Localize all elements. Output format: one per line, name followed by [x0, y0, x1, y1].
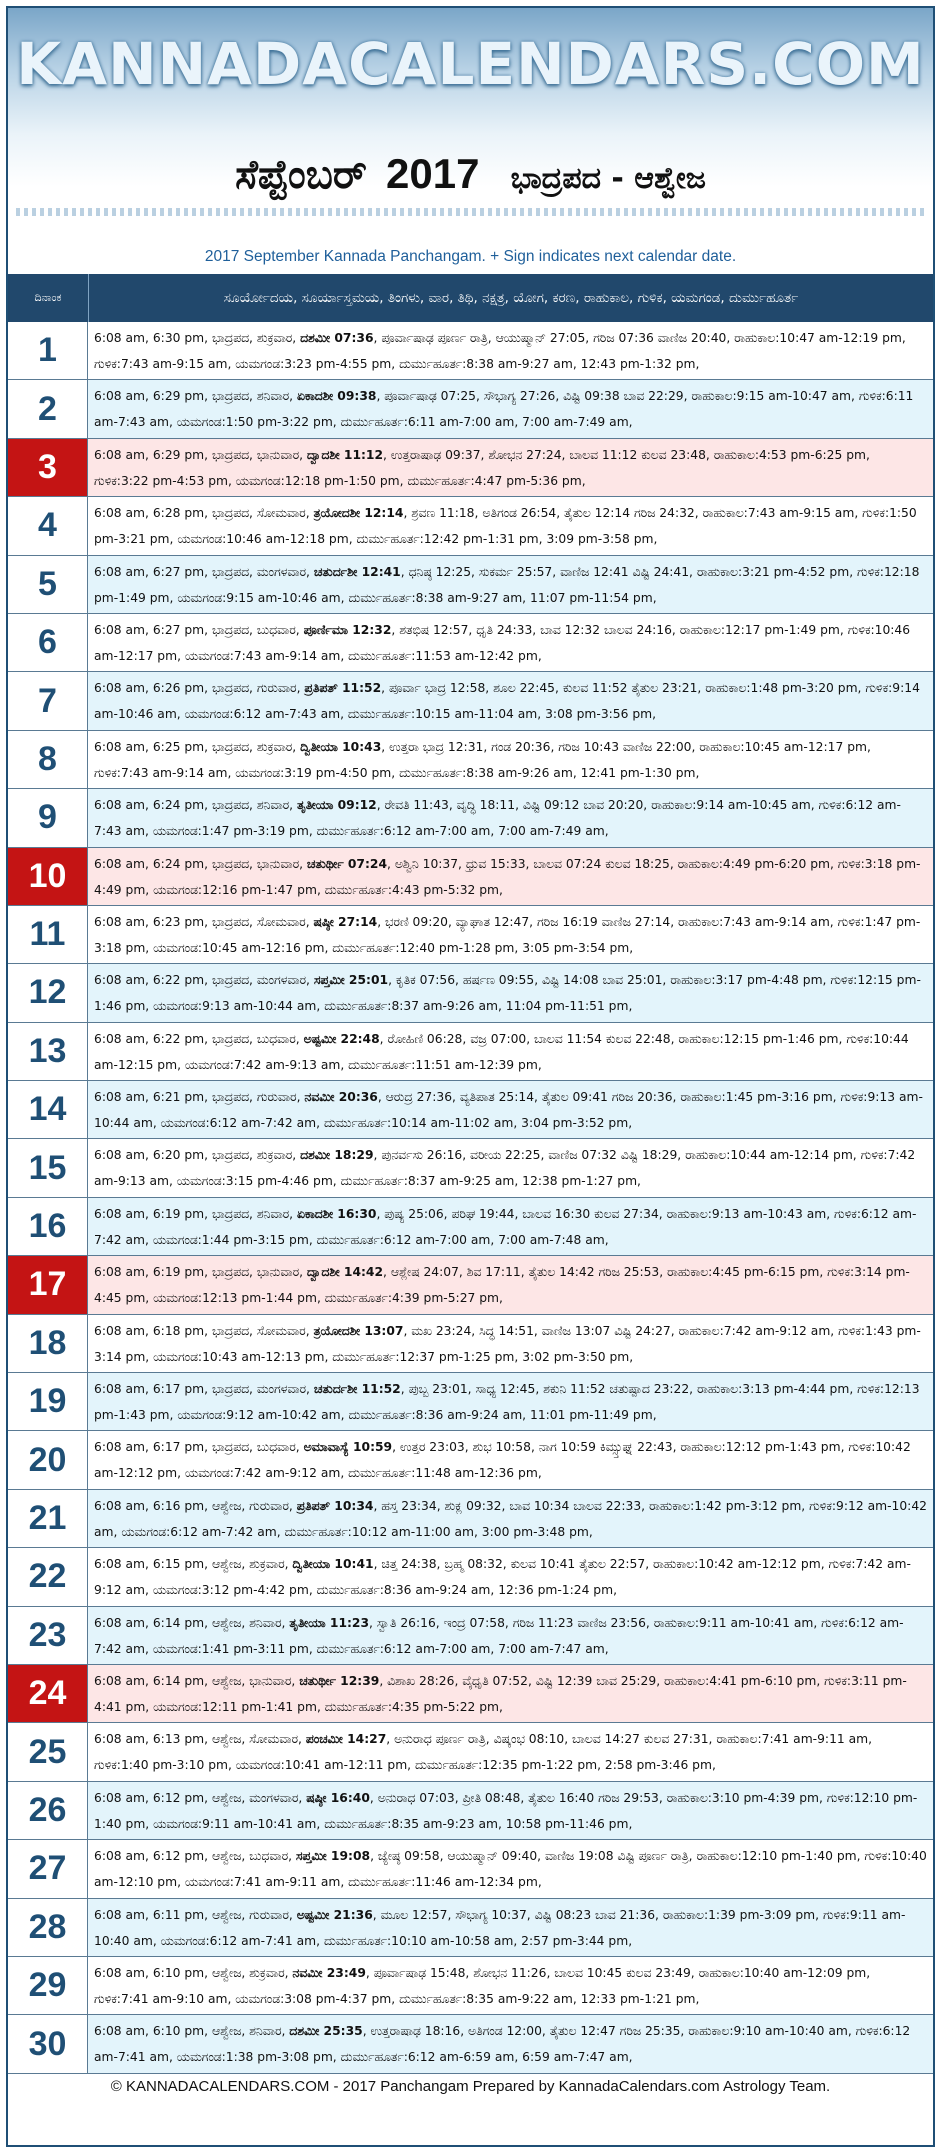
panchang-details [88, 1607, 933, 1664]
day-row [8, 2015, 933, 2073]
tithi: ದ್ವಾದಶೀ 14:42 [306, 1265, 384, 1280]
nakshatra-yoga-timings: , ಅನುರಾಧ 07:03, ಪ್ರೀತಿ 08:48, ತೈತುಲ 16:40 ಗರಿಜ 29:53, ರಾಹುಕಾಲ:3:10 pm-4:39 pm, ಗುಳಿಕ:12:10 pm-1:40 pm, ಯಮಗಂಡ:9:11 am-10:41 am, ದುರ್ಮುಹೂರ್ತ:8:35 am-9:23 am, 10:58 pm-11:46 pm, [94, 1790, 918, 1831]
tithi: ಏಕಾದಶೀ 16:30 [296, 1206, 377, 1221]
day-row [8, 439, 933, 497]
nakshatra-yoga-timings: , ಪೂರ್ವಾಷಾಢ ಪೂರ್ಣ ರಾತ್ರಿ, ಆಯುಷ್ಮಾನ್ 27:05, ಗರಿಜ 07:36 ವಾಣಿಜ 20:40, ರಾಹುಕಾಲ:10:47 am-12:19 pm, ಗುಳಿಕ:7:43 am-9:15 am, ಯಮಗಂಡ:3:23 pm-4:55 pm, ದುರ್ಮುಹೂರ್ತ:8:38 am-9:27 am, 12:43 pm-1:32 pm, [94, 331, 906, 371]
nakshatra-yoga-timings: , ಉತ್ತರ 23:03, ಶುಭ 10:58, ನಾಗ 10:59 ಕಿಮ್ಸ್ತುಘ್ನ 22:43, ರಾಹುಕಾಲ:12:12 pm-1:43 pm, ಗುಳಿಕ:10:42 am-12:12 pm, ಯಮಗಂಡ:7:42 am-9:12 am, ದುರ್ಮುಹೂರ್ತ:11:48 am-12:36 pm, [94, 1440, 911, 1481]
day-row [8, 380, 933, 438]
day-rows [8, 322, 933, 2074]
sun-times-weekday: 6:08 am, 6:10 pm, ಆಶ್ವೇಜ, ಶನಿವಾರ, [94, 2024, 290, 2039]
panchang-details [88, 731, 933, 788]
tithi: ಚತುರ್ಥೀ 12:39 [299, 1673, 380, 1688]
sun-times-weekday: 6:08 am, 6:14 pm, ಆಶ್ವೇಜ, ಭಾನುವಾರ, [94, 1673, 300, 1688]
sun-times-weekday: 6:08 am, 6:20 pm, ಭಾದ್ರಪದ, ಶುಕ್ರವಾರ, [94, 1148, 301, 1163]
tithi: ದಶಮೀ 18:29 [300, 1148, 374, 1163]
month-year: 2017 [386, 150, 480, 197]
panchang-details [88, 1315, 933, 1372]
day-number: 16 [8, 1198, 88, 1255]
table-header [8, 274, 933, 322]
calendar-frame [6, 6, 935, 2147]
panchang-details [88, 439, 933, 496]
nakshatra-yoga-timings: , ಶತಭಿಷ 12:57, ಧೃತಿ 24:33, ಬಾವ 12:32 ಬಾಲವ 24:16, ರಾಹುಕಾಲ:12:17 pm-1:49 pm, ಗುಳಿಕ:10:46 am-12:17 pm, ಯಮಗಂಡ:7:43 am-9:14 am, ದುರ್ಮುಹೂರ್ತ:11:53 am-12:42 pm, [94, 622, 911, 663]
nakshatra-yoga-timings: , ಧನಿಷ್ಠ 12:25, ಸುಕರ್ಮ 25:57, ವಾಣಿಜ 12:41 ವಿಷ್ಟಿ 24:41, ರಾಹುಕಾಲ:3:21 pm-4:52 pm, ಗುಳಿಕ:12:18 pm-1:49 pm, ಯಮಗಂಡ:9:15 am-10:46 am, ದುರ್ಮುಹೂರ್ತ:8:38 am-9:27 am, 11:07 pm-11:54 pm, [94, 564, 920, 605]
panchang-details [88, 1490, 933, 1547]
hindu-months: ಭಾದ್ರಪದ - ಆಶ್ವೇಜ [510, 161, 706, 196]
panchang-details [88, 848, 933, 905]
sun-times-weekday: 6:08 am, 6:19 pm, ಭಾದ್ರಪದ, ಭಾನುವಾರ, [94, 1265, 307, 1280]
sun-times-weekday: 6:08 am, 6:22 pm, ಭಾದ್ರಪದ, ಬುಧವಾರ, [94, 1031, 304, 1046]
nakshatra-yoga-timings: , ಪುಷ್ಯ 25:06, ಪರಿಘ 19:44, ಬಾಲವ 16:30 ಕುಲವ 27:34, ರಾಹುಕಾಲ:9:13 am-10:43 am, ಗುಳಿಕ:6:12 am-7:42 am, ಯಮಗಂಡ:1:44 pm-3:15 pm, ದುರ್ಮುಹೂರ್ತ:6:12 am-7:00 am, 7:00 am-7:48 am, [94, 1206, 917, 1247]
sun-times-weekday: 6:08 am, 6:24 pm, ಭಾದ್ರಪದ, ಭಾನುವಾರ, [94, 856, 307, 871]
nakshatra-yoga-timings: , ಉತ್ತರಾಷಾಢ 09:37, ಶೋಭನ 27:24, ಬಾಲವ 11:12 ಕುಲವ 23:48, ರಾಹುಕಾಲ:4:53 pm-6:25 pm, ಗುಳಿಕ:3:22 pm-4:53 pm, ಯಮಗಂಡ:12:18 pm-1:50 pm, ದುರ್ಮುಹೂರ್ತ:4:47 pm-5:36 pm, [94, 447, 870, 488]
tithi: ಅಷ್ಟಮೀ 21:36 [296, 1907, 373, 1922]
day-row [8, 1607, 933, 1665]
tithi: ಷಷ್ಠೀ 27:14 [313, 914, 378, 929]
sun-times-weekday: 6:08 am, 6:21 pm, ಭಾದ್ರಪದ, ಗುರುವಾರ, [94, 1090, 305, 1105]
tithi: ಚತುರ್ದಶೀ 12:41 [313, 564, 401, 579]
nakshatra-yoga-timings: , ಜ್ಯೇಷ್ಠ 09:58, ಆಯುಷ್ಮಾನ್ 09:40, ವಾಣಿಜ 19:08 ವಿಷ್ಟಿ ಪೂರ್ಣ ರಾತ್ರಿ, ರಾಹುಕಾಲ:12:10 pm-1:40 pm, ಗುಳಿಕ:10:40 am-12:10 pm, ಯಮಗಂಡ:7:41 am-9:11 am, ದುರ್ಮುಹೂರ್ತ:11:46 am-12:34 pm, [94, 1849, 927, 1890]
tithi: ತ್ರಯೋದಶೀ 12:14 [313, 506, 404, 521]
tithi: ಪೂರ್ಣಿಮಾ 12:32 [303, 622, 392, 637]
sun-times-weekday: 6:08 am, 6:12 pm, ಆಶ್ವೇಜ, ಮಂಗಳವಾರ, [94, 1790, 307, 1805]
day-number: 3 [8, 439, 88, 496]
day-row [8, 1198, 933, 1256]
tithi: ಅಮಾವಾಸ್ಯೆ 10:59 [303, 1440, 393, 1455]
nakshatra-yoga-timings: , ವಿಶಾಖ 28:26, ವೈಧೃತಿ 07:52, ವಿಷ್ಟಿ 12:39 ಬಾವ 25:29, ರಾಹುಕಾಲ:4:41 pm-6:10 pm, ಗುಳಿಕ:3:11 pm-4:41 pm, ಯಮಗಂಡ:12:11 pm-1:41 pm, ದುರ್ಮುಹೂರ್ತ:4:35 pm-5:22 pm, [94, 1673, 907, 1714]
day-number: 25 [8, 1723, 88, 1780]
day-number: 7 [8, 672, 88, 729]
tithi: ಸಪ್ತಮೀ 19:08 [295, 1849, 371, 1864]
day-number: 20 [8, 1431, 88, 1488]
tithi: ಪ್ರತಿಪತ್ 11:52 [304, 681, 382, 696]
sun-times-weekday: 6:08 am, 6:29 pm, ಭಾದ್ರಪದ, ಶನಿವಾರ, [94, 389, 297, 404]
nakshatra-yoga-timings: , ಕೃತಿಕ 07:56, ಹರ್ಷಣ 09:55, ವಿಷ್ಟಿ 14:08 ಬಾವ 25:01, ರಾಹುಕಾಲ:3:17 pm-4:48 pm, ಗುಳಿಕ:12:15 pm-1:46 pm, ಯಮಗಂಡ:9:13 am-10:44 am, ದುರ್ಮುಹೂರ್ತ:8:37 am-9:26 am, 11:04 pm-11:51 pm, [94, 973, 921, 1014]
panchang-details [88, 1373, 933, 1430]
day-row [8, 1023, 933, 1081]
sun-times-weekday: 6:08 am, 6:25 pm, ಭಾದ್ರಪದ, ಶುಕ್ರವಾರ, [94, 739, 301, 754]
panchang-details [88, 1081, 933, 1138]
tithi: ಷಷ್ಠೀ 16:40 [306, 1790, 370, 1805]
nakshatra-yoga-timings: , ಹಸ್ತ 23:34, ಶುಕ್ಲ 09:32, ಬಾವ 10:34 ಬಾಲವ 22:33, ರಾಹುಕಾಲ:1:42 pm-3:12 pm, ಗುಳಿಕ:9:12 am-10:42 am, ಯಮಗಂಡ:6:12 am-7:42 am, ದುರ್ಮುಹೂರ್ತ:10:12 am-11:00 am, 3:00 pm-3:48 pm, [94, 1498, 927, 1539]
day-row [8, 964, 933, 1022]
day-number: 24 [8, 1665, 88, 1722]
day-number: 14 [8, 1081, 88, 1138]
tithi: ಚತುರ್ಥೀ 07:24 [306, 856, 388, 871]
sun-times-weekday: 6:08 am, 6:22 pm, ಭಾದ್ರಪದ, ಮಂಗಳವಾರ, [94, 973, 314, 988]
nakshatra-yoga-timings: , ಪೂರ್ವಾ ಭಾದ್ರ 12:58, ಶೂಲ 22:45, ಕುಲವ 11:52 ತೈತುಲ 23:21, ರಾಹುಕಾಲ:1:48 pm-3:20 pm, ಗುಳಿಕ:9:14 am-10:46 am, ಯಮಗಂಡ:6:12 am-7:43 am, ದುರ್ಮುಹೂರ್ತ:10:15 am-11:04 am, 3:08 pm-3:56 pm, [94, 681, 920, 722]
day-row [8, 1548, 933, 1606]
nakshatra-yoga-timings: , ಪೂರ್ವಾಷಾಢ 15:48, ಶೋಭನ 11:26, ಬಾಲವ 10:45 ಕುಲವ 23:49, ರಾಹುಕಾಲ:10:40 am-12:09 pm, ಗುಳಿಕ:7:41 am-9:10 am, ಯಮಗಂಡ:3:08 pm-4:37 pm, ದುರ್ಮುಹೂರ್ತ:8:35 am-9:22 am, 12:33 pm-1:21 pm, [94, 1965, 871, 2006]
panchang-details [88, 497, 933, 554]
nakshatra-yoga-timings: , ಪುಬ್ಬ 23:01, ಸಾಧ್ಯ 12:45, ಶಕುನಿ 11:52 ಚತುಷ್ಪಾದ 23:22, ರಾಹುಕಾಲ:3:13 pm-4:44 pm, ಗುಳಿಕ:12:13 pm-1:43 pm, ಯಮಗಂಡ:9:12 am-10:42 am, ದುರ್ಮುಹೂರ್ತ:8:36 am-9:24 am, 11:01 pm-11:49 pm, [94, 1382, 920, 1423]
day-number: 15 [8, 1139, 88, 1196]
nakshatra-yoga-timings: , ಮೂಲ 12:57, ಸೌಭಾಗ್ಯ 10:37, ವಿಷ್ಟಿ 08:23 ಬಾವ 21:36, ರಾಹುಕಾಲ:1:39 pm-3:09 pm, ಗುಳಿಕ:9:11 am-10:40 am, ಯಮಗಂಡ:6:12 am-7:41 am, ದುರ್ಮುಹೂರ್ತ:10:10 am-10:58 am, 2:57 pm-3:44 pm, [94, 1907, 906, 1948]
sun-times-weekday: 6:08 am, 6:27 pm, ಭಾದ್ರಪದ, ಬುಧವಾರ, [94, 622, 304, 637]
tithi: ದಶಮೀ 07:36 [300, 331, 374, 345]
day-number: 17 [8, 1256, 88, 1313]
sun-times-weekday: 6:08 am, 6:26 pm, ಭಾದ್ರಪದ, ಗುರುವಾರ, [94, 681, 305, 696]
tithi: ತೃತೀಯಾ 11:23 [289, 1615, 370, 1630]
day-row [8, 1373, 933, 1431]
panchang-details [88, 789, 933, 846]
panchang-details [88, 322, 933, 379]
day-number: 9 [8, 789, 88, 846]
sun-times-weekday: 6:08 am, 6:29 pm, ಭಾದ್ರಪದ, ಭಾನುವಾರ, [94, 447, 307, 462]
nakshatra-yoga-timings: , ಅಶ್ವಿನಿ 10:37, ಧ್ರುವ 15:33, ಬಾಲವ 07:24 ಕುಲವ 18:25, ರಾಹುಕಾಲ:4:49 pm-6:20 pm, ಗುಳಿಕ:3:18 pm-4:49 pm, ಯಮಗಂಡ:12:16 pm-1:47 pm, ದುರ್ಮುಹೂರ್ತ:4:43 pm-5:32 pm, [94, 856, 921, 897]
tithi: ತೃತೀಯಾ 09:12 [296, 798, 377, 813]
sun-times-weekday: 6:08 am, 6:23 pm, ಭಾದ್ರಪದ, ಸೋಮವಾರ, [94, 914, 314, 929]
day-row [8, 1139, 933, 1197]
sun-times-weekday: 6:08 am, 6:19 pm, ಭಾದ್ರಪದ, ಶನಿವಾರ, [94, 1206, 297, 1221]
nakshatra-yoga-timings: , ರೋಹಿಣಿ 06:28, ವಜ್ರ 07:00, ಬಾಲವ 11:54 ಕುಲವ 22:48, ರಾಹುಕಾಲ:12:15 pm-1:46 pm, ಗುಳಿಕ:10:44 am-12:15 pm, ಯಮಗಂಡ:7:42 am-9:13 am, ದುರ್ಮುಹೂರ್ತ:11:51 am-12:39 pm, [94, 1031, 909, 1072]
day-row [8, 672, 933, 730]
tithi: ಚತುರ್ದಶೀ 11:52 [313, 1382, 401, 1397]
panchang-details [88, 672, 933, 729]
day-row [8, 848, 933, 906]
day-row [8, 1256, 933, 1314]
day-number: 8 [8, 731, 88, 788]
day-row [8, 906, 933, 964]
site-title[interactable]: KANNADACALENDARS.COM [16, 30, 925, 98]
panchang-details [88, 964, 933, 1021]
day-row [8, 1782, 933, 1840]
nakshatra-yoga-timings: , ಚಿತ್ತ 24:38, ಬ್ರಹ್ಮ 08:32, ಕುಲವ 10:41 ತೈತುಲ 22:57, ರಾಹುಕಾಲ:10:42 am-12:12 pm, ಗುಳಿಕ:7:42 am-9:12 am, ಯಮಗಂಡ:3:12 pm-4:42 pm, ದುರ್ಮುಹೂರ್ತ:8:36 am-9:24 am, 12:36 pm-1:24 pm, [94, 1557, 911, 1598]
nakshatra-yoga-timings: , ಆರುದ್ರ 27:36, ವ್ಯತಿಪಾತ 25:14, ತೈತುಲ 09:41 ಗರಿಜ 20:36, ರಾಹುಕಾಲ:1:45 pm-3:16 pm, ಗುಳಿಕ:9:13 am-10:44 am, ಯಮಗಂಡ:6:12 am-7:42 am, ದುರ್ಮುಹೂರ್ತ:10:14 am-11:02 am, 3:04 pm-3:52 pm, [94, 1090, 923, 1131]
tithi: ಸಪ್ತಮೀ 25:01 [313, 973, 389, 988]
sun-times-weekday: 6:08 am, 6:15 pm, ಆಶ್ವೇಜ, ಶುಕ್ರವಾರ, [94, 1557, 293, 1572]
day-number: 12 [8, 964, 88, 1021]
panchang-details [88, 1256, 933, 1313]
tithi: ಪ್ರತಿಪತ್ 10:34 [296, 1498, 374, 1513]
header-date-label: ದಿನಾಂಕ [8, 274, 89, 322]
panchang-details [88, 614, 933, 671]
day-number: 5 [8, 556, 88, 613]
day-row [8, 1315, 933, 1373]
day-number: 23 [8, 1607, 88, 1664]
day-number: 28 [8, 1899, 88, 1956]
day-number: 29 [8, 1957, 88, 2014]
dotted-divider [16, 208, 925, 216]
day-number: 22 [8, 1548, 88, 1605]
day-row [8, 1723, 933, 1781]
tithi: ಪಂಚಮೀ 14:27 [305, 1732, 387, 1747]
sun-times-weekday: 6:08 am, 6:24 pm, ಭಾದ್ರಪದ, ಶನಿವಾರ, [94, 798, 297, 813]
day-number: 18 [8, 1315, 88, 1372]
day-number: 2 [8, 380, 88, 437]
nakshatra-yoga-timings: , ಅನುರಾಧ ಪೂರ್ಣ ರಾತ್ರಿ, ವಿಷ್ಕಂಭ 08:10, ಬಾಲವ 14:27 ಕುಲವ 27:31, ರಾಹುಕಾಲ:7:41 am-9:11 am, ಗುಳಿಕ:1:40 pm-3:10 pm, ಯಮಗಂಡ:10:41 am-12:11 pm, ದುರ್ಮುಹೂರ್ತ:12:35 pm-1:22 pm, 2:58 pm-3:46 pm, [94, 1732, 873, 1773]
nakshatra-yoga-timings: , ಸ್ವಾತಿ 26:16, ಇಂದ್ರ 07:58, ಗರಿಜ 11:23 ವಾಣಿಜ 23:56, ರಾಹುಕಾಲ:9:11 am-10:41 am, ಗುಳಿಕ:6:12 am-7:42 am, ಯಮಗಂಡ:1:41 pm-3:11 pm, ದುರ್ಮುಹೂರ್ತ:6:12 am-7:00 am, 7:00 am-7:47 am, [94, 1615, 904, 1656]
day-number: 30 [8, 2015, 88, 2072]
tithi: ಅಷ್ಟಮೀ 22:48 [303, 1031, 380, 1046]
tithi: ನವಮೀ 23:49 [292, 1965, 366, 1980]
panchang-details [88, 1899, 933, 1956]
panchang-details [88, 1139, 933, 1196]
nakshatra-yoga-timings: , ಭರಣಿ 09:20, ವ್ಯಾಘಾತ 12:47, ಗರಿಜ 16:19 ವಾಣಿಜ 27:14, ರಾಹುಕಾಲ:7:43 am-9:14 am, ಗುಳಿಕ:1:47 pm-3:18 pm, ಯಮಗಂಡ:10:45 am-12:16 pm, ದುರ್ಮುಹೂರ್ತ:12:40 pm-1:28 pm, 3:05 pm-3:54 pm, [94, 914, 921, 955]
sun-times-weekday: 6:08 am, 6:10 pm, ಆಶ್ವೇಜ, ಶುಕ್ರವಾರ, [94, 1965, 293, 1980]
sun-times-weekday: 6:08 am, 6:18 pm, ಭಾದ್ರಪದ, ಸೋಮವಾರ, [94, 1323, 314, 1338]
day-row [8, 556, 933, 614]
sun-times-weekday: 6:08 am, 6:14 pm, ಆಶ್ವೇಜ, ಶನಿವಾರ, [94, 1615, 290, 1630]
panchang-details [88, 1431, 933, 1488]
tithi: ನವಮೀ 20:36 [304, 1090, 378, 1105]
day-row [8, 614, 933, 672]
nakshatra-yoga-timings: , ಪುನರ್ವಸು 26:16, ವರೀಯ 22:25, ವಾಣಿಜ 07:32 ವಿಷ್ಟಿ 18:29, ರಾಹುಕಾಲ:10:44 am-12:14 pm, ಗುಳಿಕ:7:42 am-9:13 am, ಯಮಗಂಡ:3:15 pm-4:46 pm, ದುರ್ಮುಹೂರ್ತ:8:37 am-9:25 am, 12:38 pm-1:27 pm, [94, 1148, 916, 1189]
day-number: 11 [8, 906, 88, 963]
nakshatra-yoga-timings: , ಪೂರ್ವಾಷಾಢ 07:25, ಸೌಭಾಗ್ಯ 27:26, ವಿಷ್ಟಿ 09:38 ಬಾವ 22:29, ರಾಹುಕಾಲ:9:15 am-10:47 am, ಗುಳಿಕ:6:11 am-7:43 am, ಯಮಗಂಡ:1:50 pm-3:22 pm, ದುರ್ಮುಹೂರ್ತ:6:11 am-7:00 am, 7:00 am-7:49 am, [94, 389, 914, 430]
panchang-details [88, 2015, 933, 2072]
day-row [8, 1490, 933, 1548]
day-number: 19 [8, 1373, 88, 1430]
tithi: ದ್ವಾದಶೀ 11:12 [306, 447, 384, 462]
panchang-details [88, 1198, 933, 1255]
day-number: 21 [8, 1490, 88, 1547]
panchang-details [88, 1957, 933, 2014]
sun-times-weekday: 6:08 am, 6:16 pm, ಆಶ್ವೇಜ, ಗುರುವಾರ, [94, 1498, 297, 1513]
day-row [8, 1899, 933, 1957]
month-name: ಸೆಪ್ಟೆಂಬರ್ [235, 152, 367, 198]
sun-times-weekday: 6:08 am, 6:30 pm, ಭಾದ್ರಪದ, ಶುಕ್ರವಾರ, [94, 331, 301, 345]
month-heading [8, 150, 933, 198]
sun-times-weekday: 6:08 am, 6:27 pm, ಭಾದ್ರಪದ, ಮಂಗಳವಾರ, [94, 564, 314, 579]
nakshatra-yoga-timings: , ಶ್ರವಣ 11:18, ಅತಿಗಂಡ 26:54, ತೈತುಲ 12:14 ಗರಿಜ 24:32, ರಾಹುಕಾಲ:7:43 am-9:15 am, ಗುಳಿಕ:1:50 pm-3:21 pm, ಯಮಗಂಡ:10:46 am-12:18 pm, ದುರ್ಮುಹೂರ್ತ:12:42 pm-1:31 pm, 3:09 pm-3:58 pm, [94, 506, 917, 547]
tithi: ದಶಮೀ 25:35 [289, 2024, 363, 2039]
day-row [8, 1431, 933, 1489]
nakshatra-yoga-timings: , ಉತ್ತರಾ ಭಾದ್ರ 12:31, ಗಂಡ 20:36, ಗರಿಜ 10:43 ವಾಣಿಜ 22:00, ರಾಹುಕಾಲ:10:45 am-12:17 pm, ಗುಳಿಕ:7:43 am-9:14 am, ಯಮಗಂಡ:3:19 pm-4:50 pm, ದುರ್ಮುಹೂರ್ತ:8:38 am-9:26 am, 12:41 pm-1:30 pm, [94, 739, 871, 780]
subtitle: 2017 September Kannada Panchangam. + Sign indicates next calendar date. [204, 248, 737, 265]
day-number: 26 [8, 1782, 88, 1839]
tithi: ಏಕಾದಶೀ 09:38 [296, 389, 377, 404]
tithi: ದ್ವಿತೀಯಾ 10:41 [292, 1557, 374, 1572]
panchang-details [88, 380, 933, 437]
day-number: 1 [8, 322, 88, 379]
header-columns-label: ಸೂರ್ಯೋದಯ, ಸೂರ್ಯಾಸ್ತಮಯ, ತಿಂಗಳು, ವಾರ, ತಿಥಿ, ನಕ್ಷತ್ರ, ಯೋಗ, ಕರಣ, ರಾಹುಕಾಲ, ಗುಳಿಕ, ಯಮಗಂಡ, ದುರ್ಮುಹೂರ್ತ [223, 290, 799, 306]
panchang-details [88, 1548, 933, 1605]
tithi: ದ್ವಿತೀಯಾ 10:43 [300, 739, 382, 754]
day-row [8, 497, 933, 555]
day-number: 4 [8, 497, 88, 554]
day-number: 6 [8, 614, 88, 671]
sun-times-weekday: 6:08 am, 6:11 pm, ಆಶ್ವೇಜ, ಗುರುವಾರ, [94, 1907, 297, 1922]
sun-times-weekday: 6:08 am, 6:13 pm, ಆಶ್ವೇಜ, ಸೋಮವಾರ, [94, 1732, 306, 1747]
panchang-details [88, 1665, 933, 1722]
tithi: ತ್ರಯೋದಶೀ 13:07 [313, 1323, 404, 1338]
day-row [8, 789, 933, 847]
panchang-details [88, 1723, 933, 1780]
day-number: 13 [8, 1023, 88, 1080]
panchang-details [88, 556, 933, 613]
panchang-details [88, 1782, 933, 1839]
sun-times-weekday: 6:08 am, 6:12 pm, ಆಶ್ವೇಜ, ಬುಧವಾರ, [94, 1849, 296, 1864]
footer-credit: © KANNADACALENDARS.COM - 2017 Panchangam Prepared by KannadaCalendars.com Astrology Team. [110, 2078, 831, 2095]
day-row [8, 1081, 933, 1139]
panchang-details [88, 1023, 933, 1080]
nakshatra-yoga-timings: , ಮಖ 23:24, ಸಿದ್ಧ 14:51, ವಾಣಿಜ 13:07 ವಿಷ್ಟಿ 24:27, ರಾಹುಕಾಲ:7:42 am-9:12 am, ಗುಳಿಕ:1:43 pm-3:14 pm, ಯಮಗಂಡ:10:43 am-12:13 pm, ದುರ್ಮುಹೂರ್ತ:12:37 pm-1:25 pm, 3:02 pm-3:50 pm, [94, 1323, 921, 1364]
panchang-details [88, 906, 933, 963]
day-row [8, 1957, 933, 2015]
day-row [8, 1665, 933, 1723]
day-number: 10 [8, 848, 88, 905]
nakshatra-yoga-timings: , ಉತ್ತರಾಷಾಢ 18:16, ಅತಿಗಂಡ 12:00, ತೈತುಲ 12:47 ಗರಿಜ 25:35, ರಾಹುಕಾಲ:9:10 am-10:40 am, ಗುಳಿಕ:6:12 am-7:41 am, ಯಮಗಂಡ:1:38 pm-3:08 pm, ದುರ್ಮುಹೂರ್ತ:6:12 am-6:59 am, 6:59 am-7:47 am, [94, 2024, 911, 2065]
sun-times-weekday: 6:08 am, 6:17 pm, ಭಾದ್ರಪದ, ಬುಧವಾರ, [94, 1440, 304, 1455]
day-row [8, 1840, 933, 1898]
day-number: 27 [8, 1840, 88, 1897]
panchang-details [88, 1840, 933, 1897]
header-banner [8, 8, 933, 218]
nakshatra-yoga-timings: , ರೇವತಿ 11:43, ವೃದ್ಧಿ 18:11, ವಿಷ್ಟಿ 09:12 ಬಾವ 20:20, ರಾಹುಕಾಲ:9:14 am-10:45 am, ಗುಳಿಕ:6:12 am-7:43 am, ಯಮಗಂಡ:1:47 pm-3:19 pm, ದುರ್ಮುಹೂರ್ತ:6:12 am-7:00 am, 7:00 am-7:49 am, [94, 798, 901, 839]
day-row [8, 731, 933, 789]
sun-times-weekday: 6:08 am, 6:17 pm, ಭಾದ್ರಪದ, ಮಂಗಳವಾರ, [94, 1382, 314, 1397]
day-row [8, 322, 933, 380]
nakshatra-yoga-timings: , ಆಶ್ಲೇಷ 24:07, ಶಿವ 17:11, ತೈತುಲ 14:42 ಗರಿಜ 25:53, ರಾಹುಕಾಲ:4:45 pm-6:15 pm, ಗುಳಿಕ:3:14 pm-4:45 pm, ಯಮಗಂಡ:12:13 pm-1:44 pm, ದುರ್ಮುಹೂರ್ತ:4:39 pm-5:27 pm, [94, 1265, 910, 1306]
sun-times-weekday: 6:08 am, 6:28 pm, ಭಾದ್ರಪದ, ಸೋಮವಾರ, [94, 506, 314, 521]
